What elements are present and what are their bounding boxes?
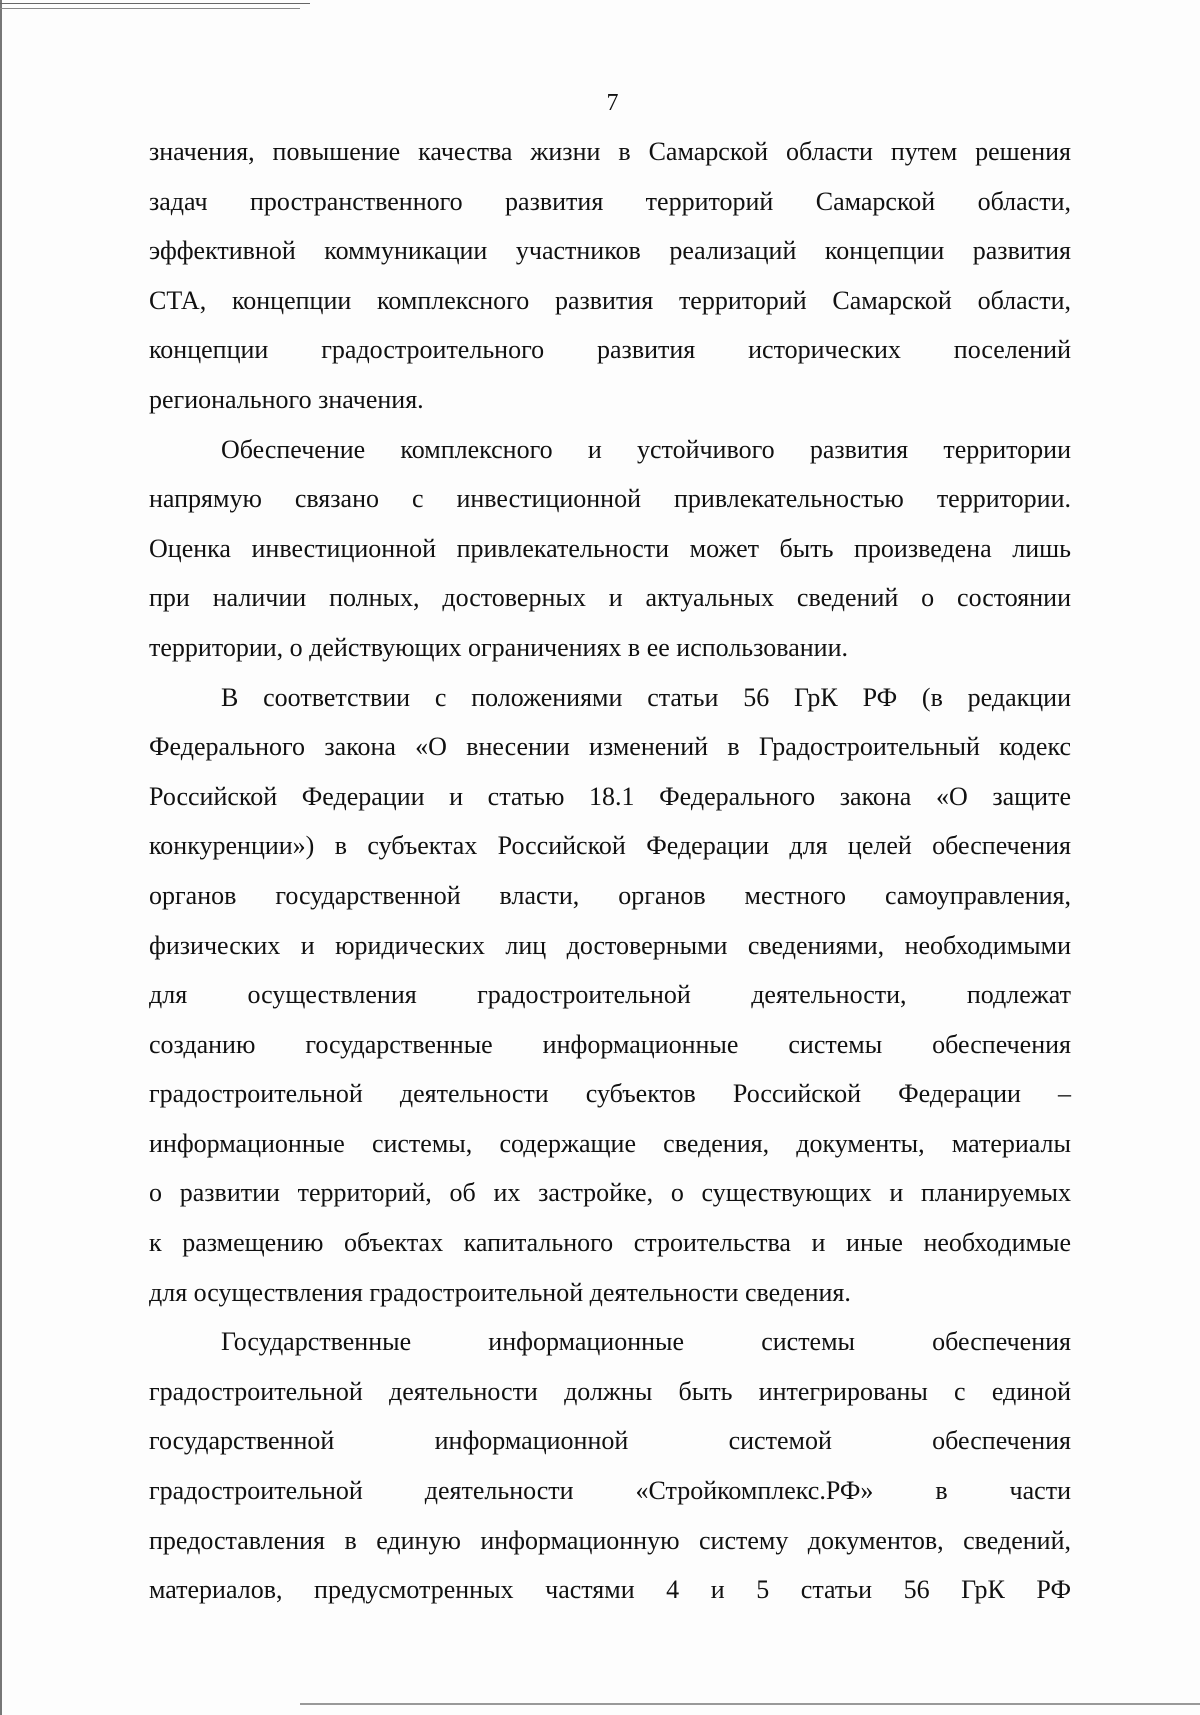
scan-edge-left (0, 0, 2, 1715)
text-line: регионального значения. (149, 384, 424, 414)
text-line: напрямую связано с инвестиционной привлекательностью территории. (149, 484, 1071, 514)
text-line: СТА, концепции комплексного развития территорий Самарской области, (149, 285, 1071, 315)
paragraph-first-line: Обеспечение комплексного и устойчивого развития территории (221, 434, 1071, 464)
page-number: 7 (606, 90, 619, 116)
scan-edge-top (0, 0, 310, 4)
text-line: задач пространственного развития территорий Самарской области, (149, 186, 1071, 216)
text-line: градостроительной деятельности субъектов Российской Федерации – (149, 1079, 1071, 1109)
text-line: к размещению объектах капитального строительства и иные необходимые (149, 1228, 1071, 1258)
text-line: градостроительной деятельности должны быть интегрированы с единой (149, 1376, 1071, 1406)
text-line: при наличии полных, достоверных и актуальных сведений о состоянии (149, 583, 1071, 613)
text-line: предоставления в единую информационную систему документов, сведений, (149, 1525, 1071, 1555)
text-line: созданию государственные информационные системы обеспечения (149, 1029, 1071, 1059)
text-line: для осуществления градостроительной деятельности, подлежат (149, 980, 1071, 1010)
scan-edge-top-line (0, 8, 300, 9)
text-line: территории, о действующих ограничениях в ее использовании. (149, 632, 848, 662)
text-line: Оценка инвестиционной привлекательности может быть произведена лишь (149, 533, 1071, 563)
text-line: значения, повышение качества жизни в Самарской области путем решения (149, 137, 1071, 166)
text-line: эффективной коммуникации участников реализаций концепции развития (149, 236, 1071, 266)
text-line: конкуренции») в субъектах Российской Федерации для целей обеспечения (149, 831, 1071, 861)
paragraph-first-line: В соответствии с положениями статьи 56 ГрК РФ (в редакции (221, 682, 1071, 712)
text-line: органов государственной власти, органов местного самоуправления, (149, 880, 1071, 910)
text-line: концепции градостроительного развития исторических поселений (149, 335, 1071, 365)
text-line: Федерального закона «О внесении изменений в Градостроительный кодекс (149, 732, 1071, 762)
text-line: градостроительной деятельности «Стройкомплекс.РФ» в части (149, 1476, 1071, 1506)
paragraph-first-line: Государственные информационные системы обеспечения (221, 1327, 1071, 1357)
text-line: информационные системы, содержащие сведения, документы, материалы (149, 1128, 1071, 1158)
text-line: для осуществления градостроительной деятельности сведения. (149, 1277, 851, 1307)
document-body (149, 127, 1071, 1615)
text-line: физических и юридических лиц достоверными сведениями, необходимыми (149, 930, 1071, 960)
text-line: о развитии территорий, об их застройке, о существующих и планируемых (149, 1178, 1071, 1208)
text-line: Российской Федерации и статью 18.1 Федерального закона «О защите (149, 781, 1071, 811)
scan-edge-bottom (300, 1703, 1200, 1705)
text-line: материалов, предусмотренных частями 4 и 5 статьи 56 ГрК РФ (149, 1575, 1071, 1605)
text-line: государственной информационной системой обеспечения (149, 1426, 1071, 1456)
